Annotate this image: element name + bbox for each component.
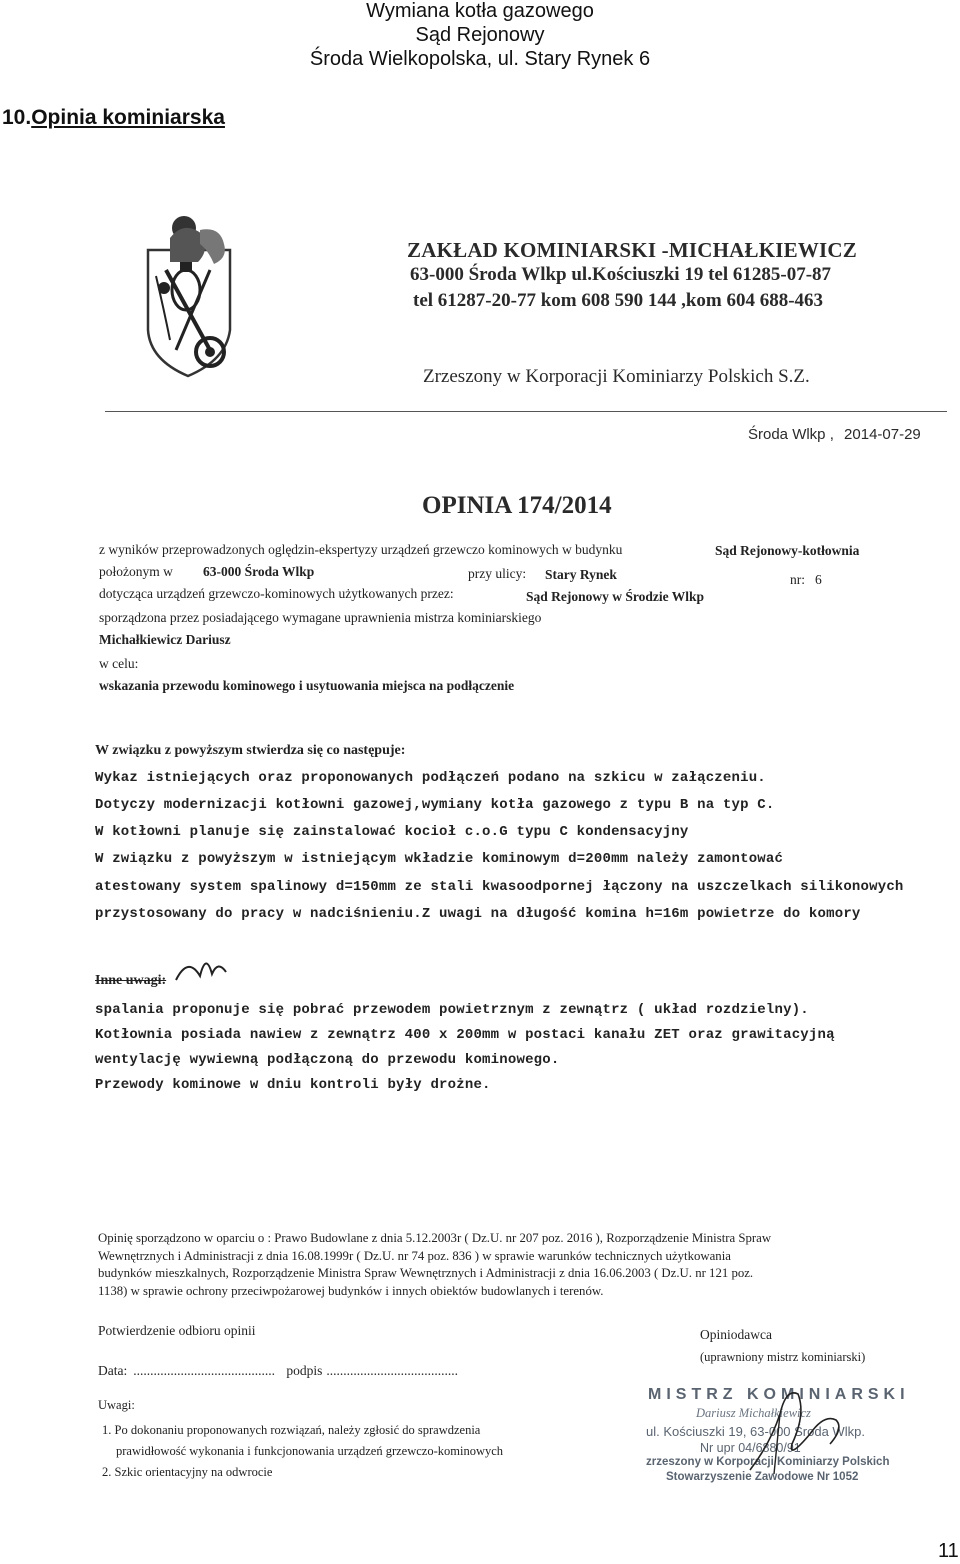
notes-label: Uwagi: xyxy=(98,1398,135,1412)
page-header-line-1: Wymiana kotła gazowego xyxy=(366,0,594,22)
stamp-line-3: ul. Kościuszki 19, 63-000 Środa Wlkp. xyxy=(646,1424,865,1439)
other-notes-line-4: Przewody kominowe w dniu kontroli były drożne. xyxy=(95,1077,491,1093)
page-header-line-3: Środa Wielkopolska, ul. Stary Rynek 6 xyxy=(309,48,651,70)
stamp-line-2: Dariusz Michałkiewicz xyxy=(696,1406,811,1420)
legal-basis-line-4: 1138) w sprawie ochrony przeciwpożarowej budynków i innych obiektów budowlanych i terenów. xyxy=(98,1283,604,1298)
legal-basis-line-1: Opinię sporządzono w oparciu o : Prawo Budowlane z dnia 5.12.2003r ( Dz.U. nr 207 poz. 2016 ), Rozporządzenie Ministra Spraw xyxy=(98,1231,772,1245)
chimney-sweep-emblem-icon xyxy=(140,210,238,380)
findings-heading: W związku z powyższym stwierdza się co następuje: xyxy=(95,743,406,758)
page-number: 11 xyxy=(938,1540,959,1562)
master-name: Michałkiewicz Dariusz xyxy=(99,632,231,647)
stamp-line-1: MISTRZ KOMINIARSKI xyxy=(648,1386,910,1403)
other-notes-line-3: wentylację wywiewną podłączoną do przewodu kominowego. xyxy=(95,1052,560,1068)
association-line: Zrzeszony w Korporacji Kominiarzy Polskich S.Z. xyxy=(423,366,810,387)
legal-basis-line-3: budynków mieszkalnych, Rozporządzenie Ministra Spraw Wewnętrznych i Administracji z dnia 16.06.2003 ( Dz.U. nr 121 poz. xyxy=(98,1266,754,1280)
section-title: Opinia kominiarska xyxy=(31,106,225,129)
number-value: 6 xyxy=(815,572,822,587)
located-label: położonym w xyxy=(99,564,173,579)
other-notes-heading: Inne uwagi: xyxy=(95,973,167,988)
findings-line-2: Dotyczy modernizacji kotłowni gazowej,wymiany kotła gazowego z typu B na typ C. xyxy=(95,797,775,813)
findings-line-5: atestowany system spalinowy d=150mm ze stali kwasoodpornej łączony na uszczelkach silikonowych xyxy=(95,879,904,895)
note-1b: prawidłowość wykonania i funkcjonowania urządzeń grzewczo-kominowych xyxy=(116,1444,504,1458)
note-2: 2. Szkic orientacyjny na odwrocie xyxy=(102,1465,273,1479)
receipt-date-row xyxy=(98,1363,458,1379)
findings-line-3: W kotłowni planuje się zainstalować kocioł c.o.G typu C kondensacyjny xyxy=(95,824,689,840)
receipt-sign-label: podpis xyxy=(286,1363,323,1378)
document-place: Środa Wlkp , xyxy=(748,426,834,443)
stamp-line-5: zrzeszony w Korporacji Kominiarzy Polskich xyxy=(646,1456,890,1468)
building-name: Sąd Rejonowy-kotłownia xyxy=(715,543,860,558)
place-date xyxy=(748,426,921,443)
letterhead-divider xyxy=(105,411,947,412)
page-header-line-2: Sąd Rejonowy xyxy=(415,24,545,46)
purpose-label: w celu: xyxy=(99,656,139,671)
issuer-label: Opiniodawca xyxy=(700,1327,772,1342)
issuer-sub: (uprawniony mistrz kominiarski) xyxy=(700,1350,866,1364)
findings-line-4: W związku z powyższym w istniejącym wkładzie kominowym d=200mm należy zamontować xyxy=(95,851,784,867)
street-value: Stary Rynek xyxy=(545,567,617,582)
receipt-label: Potwierdzenie odbioru opinii xyxy=(98,1323,256,1338)
other-notes-line-2: Kotłownia posiada nawiew z zewnątrz 400 x 200mm w postaci kanału ZET oraz grawitacyjną xyxy=(95,1027,835,1043)
document-date: 2014-07-29 xyxy=(844,426,921,443)
company-name: ZAKŁAD KOMINIARSKI -MICHAŁKIEWICZ xyxy=(407,238,857,262)
receipt-date-label: Data: xyxy=(98,1363,128,1378)
stamp-line-4: Nr upr 04/6880/91 xyxy=(700,1441,801,1455)
intro-line-1: z wyników przeprowadzonych oględzin-ekspertyzy urządzeń grzewczo kominowych w budynku xyxy=(99,542,623,557)
signature-icon xyxy=(740,1384,860,1480)
located-value: 63-000 Środa Wlkp xyxy=(203,564,315,579)
section-heading xyxy=(2,106,225,130)
receipt-date-dots: .......................................... xyxy=(133,1363,275,1378)
purpose-value: wskazania przewodu kominowego i usytuowania miejsca na podłączenie xyxy=(99,678,515,693)
number-label: nr: xyxy=(790,572,805,587)
legal-basis xyxy=(98,1230,771,1300)
findings-line-6: przystosowany do pracy w nadciśnieniu.Z uwagi na długość komina h=16m powietrze do komory xyxy=(95,906,861,922)
users-label: dotycząca urządzeń grzewczo-kominowych użytkowanych przez: xyxy=(99,586,454,601)
receipt-sign-dots: ....................................... xyxy=(326,1363,459,1378)
stamp-line-6: Stowarzyszenie Zawodowe Nr 1052 xyxy=(666,1471,859,1483)
other-notes-line-1: spalania proponuje się pobrać przewodem powietrznym z zewnątrz ( układ rozdzielny). xyxy=(95,1002,809,1018)
master-stamp xyxy=(640,1384,910,1488)
street-label: przy ulicy: xyxy=(468,566,527,581)
section-number: 10. xyxy=(2,106,32,129)
users-value: Sąd Rejonowy w Środzie Wlkp xyxy=(526,589,705,604)
note-1a: 1. Po dokonaniu proponowanych rozwiązań, należy zgłosić do sprawdzenia xyxy=(102,1423,481,1437)
prepared-by: sporządzona przez posiadającego wymagane uprawnienia mistrza kominiarskiego xyxy=(99,610,542,625)
legal-basis-line-2: Wewnętrznych i Administracji z dnia 16.08.1999r ( Dz.U. nr 74 poz. 836 ) w sprawie warunków technicznych użytkowania xyxy=(98,1248,731,1263)
opinion-title: OPINIA 174/2014 xyxy=(422,492,612,519)
company-phones: tel 61287-20-77 kom 608 590 144 ,kom 604 688-463 xyxy=(413,290,824,311)
handwritten-initials-icon xyxy=(170,950,230,990)
findings-line-1: Wykaz istniejących oraz proponowanych podłączeń podano na szkicu w załączeniu. xyxy=(95,770,766,786)
company-address: 63-000 Środa Wlkp ul.Kościuszki 19 tel 61285-07-87 xyxy=(410,264,832,285)
